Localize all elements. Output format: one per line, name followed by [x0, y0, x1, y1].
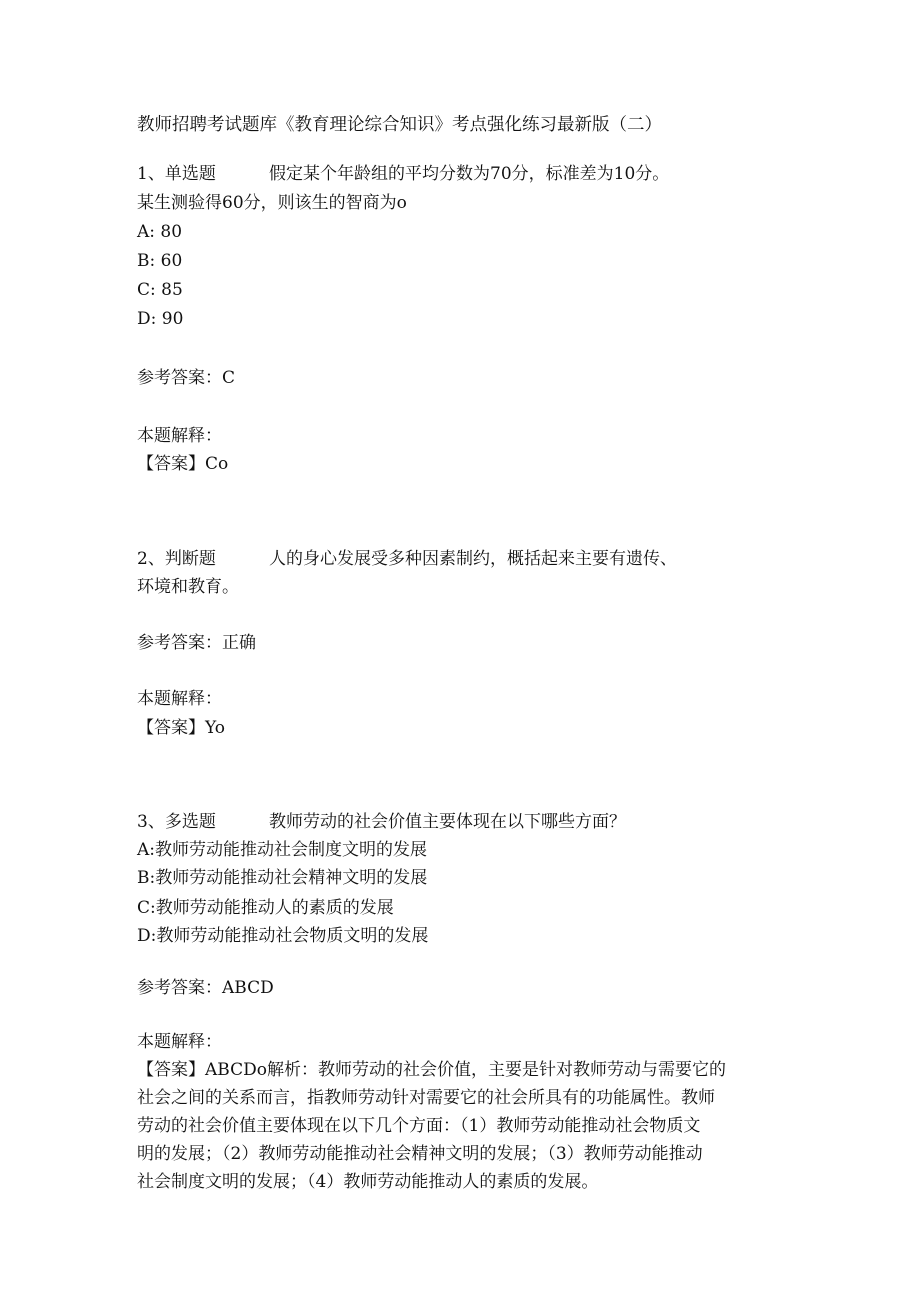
explanation-text: 【答案】Yo [137, 718, 225, 738]
question-2-header [137, 547, 677, 571]
option-b: B: 60 [137, 251, 183, 271]
document-title: 教师招聘考试题库《教育理论综合知识》考点强化练习最新版（二） [137, 115, 662, 135]
option-d: D:教师劳动能推动社会物质文明的发展 [137, 926, 429, 946]
question-stem-continued: 环境和教育。 [137, 577, 239, 597]
explanation-text: 【答案】Co [137, 454, 229, 474]
option-b: B:教师劳动能推动社会精神文明的发展 [137, 868, 428, 888]
explanation-label: 本题解释： [137, 1032, 222, 1052]
option-a: A: 80 [137, 222, 183, 242]
answer-label: 参考答案：正确 [137, 633, 256, 653]
option-c: C:教师劳动能推动人的素质的发展 [137, 898, 394, 918]
explanation-text: 劳动的社会价值主要体现在以下几个方面：（1）教师劳动能推动社会物质文 [137, 1116, 701, 1136]
explanation-text: 社会之间的关系而言，指教师劳动针对需要它的社会所具有的功能属性。教师 [137, 1088, 715, 1108]
question-stem-continued: 某生测验得60分，则该生的智商为o [137, 193, 407, 213]
explanation-text: 社会制度文明的发展；（4）教师劳动能推动人的素质的发展。 [137, 1172, 599, 1192]
explanation-label: 本题解释： [137, 689, 222, 709]
explanation-text: 【答案】ABCDo解析：教师劳动的社会价值，主要是针对教师劳动与需要它的 [137, 1060, 726, 1080]
option-d: D: 90 [137, 309, 184, 329]
question-stem: 人的身心发展受多种因素制约，概括起来主要有遗传、 [269, 549, 677, 569]
answer-label: 参考答案：ABCD [137, 978, 274, 998]
explanation-label: 本题解释： [137, 426, 222, 446]
question-number: 1、单选题 [137, 164, 216, 184]
option-c: C: 85 [137, 280, 183, 300]
question-1-header [137, 162, 669, 186]
question-stem: 教师劳动的社会价值主要体现在以下哪些方面？ [269, 812, 626, 832]
question-3-header [137, 810, 626, 834]
answer-label: 参考答案：C [137, 368, 236, 388]
question-number: 2、判断题 [137, 549, 216, 569]
option-a: A:教师劳动能推动社会制度文明的发展 [137, 840, 428, 860]
explanation-text: 明的发展；（2）教师劳动能推动社会精神文明的发展；（3）教师劳动能推动 [137, 1144, 703, 1164]
question-stem: 假定某个年龄组的平均分数为70分，标准差为10分。 [269, 164, 670, 184]
question-number: 3、多选题 [137, 812, 216, 832]
